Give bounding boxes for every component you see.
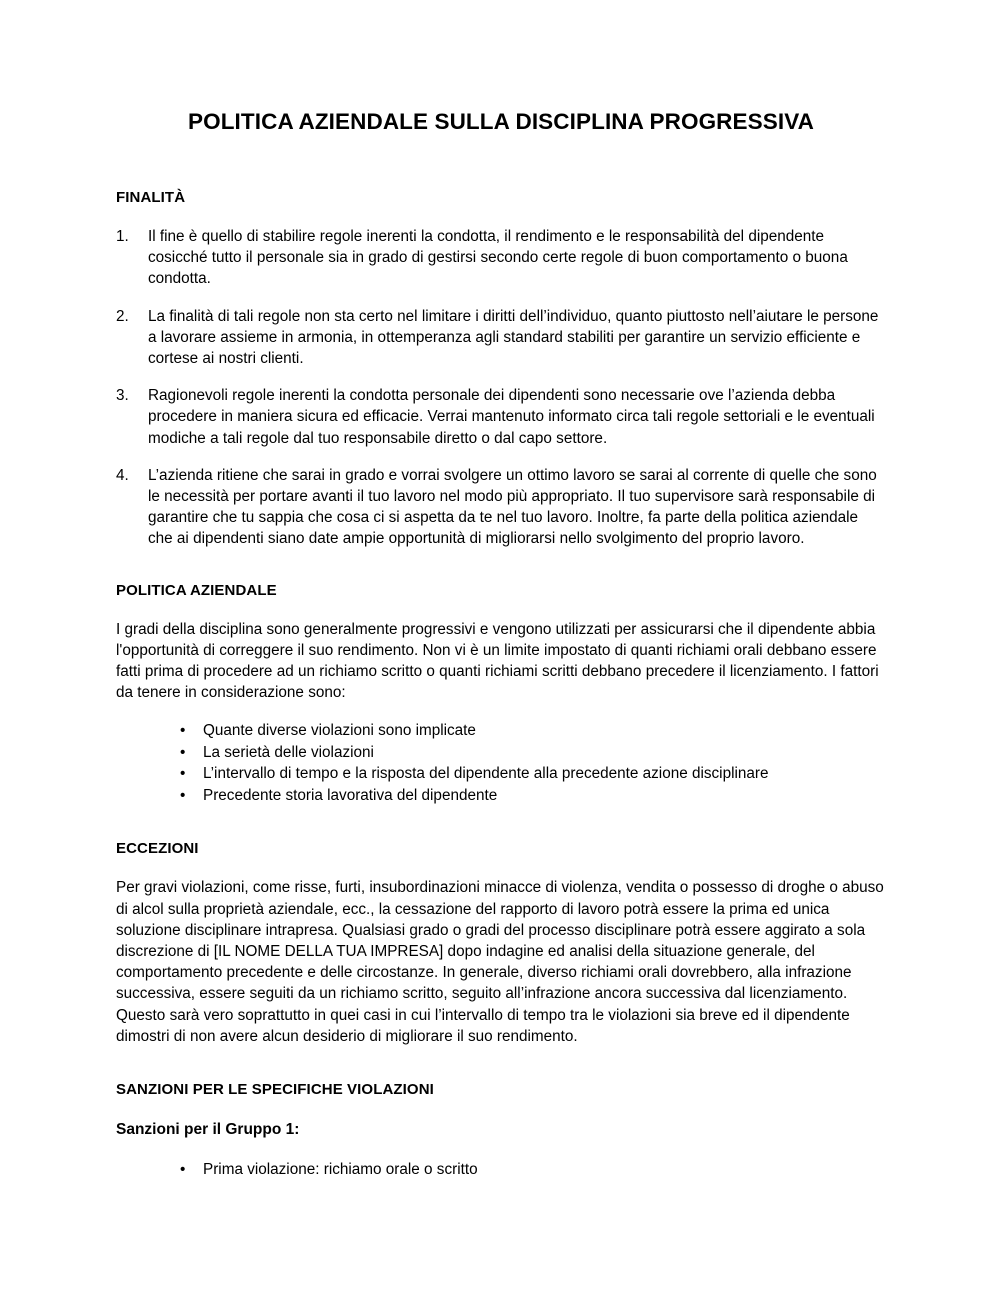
list-item	[116, 763, 886, 785]
list-item-text: L’intervallo di tempo e la risposta del dipendente alla precedente azione disciplinare	[203, 765, 769, 783]
spacer	[116, 703, 886, 720]
bullet-icon: •	[180, 786, 186, 804]
spacer	[116, 135, 886, 187]
list-item-text: Precedente storia lavorativa del dipendente	[203, 786, 498, 804]
list-item	[116, 385, 886, 449]
list-item	[116, 1159, 886, 1181]
section-heading-politica-aziendale: POLITICA AZIENDALE	[116, 581, 277, 599]
bullet-icon: •	[180, 743, 186, 761]
spacer	[116, 208, 886, 226]
list-item-number: 4.	[116, 466, 129, 484]
bullet-icon: •	[180, 722, 186, 740]
list-item	[116, 785, 886, 807]
bullet-icon: •	[180, 765, 186, 783]
spacer	[116, 806, 886, 838]
sanzioni-bullet-list	[116, 1159, 886, 1181]
bullet-icon: •	[180, 1161, 186, 1179]
spacer	[116, 1140, 886, 1159]
list-item-text: Il fine è quello di stabilire regole inerenti la condotta, il rendimento e le responsabilità del dipendente cosicché tutto il personale sia in grado di gestirsi secondo certe regole di buon comportamento o buona condotta.	[148, 228, 848, 288]
politica-aziendale-bullet-list	[116, 720, 886, 806]
document-body	[116, 0, 886, 1181]
section-heading-eccezioni: ECCEZIONI	[116, 840, 199, 858]
spacer	[116, 550, 886, 580]
list-item	[116, 226, 886, 290]
list-item	[116, 742, 886, 764]
list-item-text: Quante diverse violazioni sono implicate	[203, 722, 476, 740]
list-item-text: Prima violazione: richiamo orale o scritto	[203, 1161, 478, 1179]
spacer	[116, 1100, 886, 1119]
page-title: POLITICA AZIENDALE SULLA DISCIPLINA PROGRESSIVA	[188, 109, 814, 134]
section-heading-sanzioni: SANZIONI PER LE SPECIFICHE VIOLAZIONI	[116, 1081, 434, 1099]
list-item-text: La serietà delle violazioni	[203, 743, 374, 761]
list-item-text: La finalità di tali regole non sta certo nel limitare i diritti dell’individuo, quanto piuttosto nell’aiutare le persone a lavorare assieme in armonia, in ottemperanza agli standard stabiliti per garantire un servizio efficiente e cortese ai nostri clienti.	[148, 307, 879, 368]
list-item	[116, 465, 886, 550]
list-item-number: 3.	[116, 387, 129, 405]
spacer	[116, 1047, 886, 1079]
finalita-numbered-list	[116, 226, 886, 550]
list-item-number: 2.	[116, 307, 129, 325]
subheading-sanzioni-gruppo-1: Sanzioni per il Gruppo 1:	[116, 1121, 300, 1139]
politica-aziendale-paragraph: I gradi della disciplina sono generalmente progressivi e vengono utilizzati per assicurarsi che il dipendente abbia l'opportunità di correggere il suo rendimento. Non vi è un limite impostato di quanti richiami orali debbano essere fatti prima di procedere ad un richiamo scritto o quanti richiami scritti debbano precedere il licenziamento. I fattori da tenere in considerazione sono:	[116, 620, 879, 702]
spacer	[116, 601, 886, 619]
spacer	[116, 859, 886, 877]
section-heading-finalita: FINALITÀ	[116, 189, 186, 206]
list-item-text: Ragionevoli regole inerenti la condotta personale dei dipendenti sono necessarie ove l’azienda debba procedere in maniera sicura ed efficacie. Verrai mantenuto informato circa tali regole settoriali e le eventuali modiche a tali regole dal tuo responsabile diretto o dal capo settore.	[148, 387, 875, 447]
list-item-number: 1.	[116, 228, 129, 245]
eccezioni-paragraph: Per gravi violazioni, come risse, furti, insubordinazioni minacce di violenza, vendita o possesso di droghe o abuso di alcol sulla proprietà aziendale, ecc., la cessazione del rapporto di lavoro potrà essere la prima ed unica soluzione disciplinare intrapresa. Qualsiasi grado o gradi del processo disciplinare potrà essere aggirato a sola discrezione di [IL NOME DELLA TUA IMPRESA] dopo indagine ed analisi della situazione generale, del comportamento precedente e delle circostanze. In generale, diverso richiami orali dovrebbero, alla infrazione successiva, essere seguiti da un richiamo scritto, seguito all’infrazione ancora successiva dal licenziamento. Questo sarà vero soprattutto in quei casi in cui l’intervallo di tempo tra le violazioni sia breve ed il dipendente dimostri di non avere alcun desiderio di migliorare il suo rendimento.	[116, 879, 884, 1045]
list-item	[116, 306, 886, 370]
list-item-text: L’azienda ritiene che sarai in grado e vorrai svolgere un ottimo lavoro se sarai al corrente di quelle che sono le necessità per portare avanti il tuo lavoro nel modo più appropriato. Il tuo supervisore sarà responsabile di garantire che tu sappia che cosa ci si aspetta da te nel tuo lavoro. Inoltre, fa parte della politica aziendale che ai dipendenti siano date ampie opportunità di migliorarsi nello svolgimento del proprio lavoro.	[148, 466, 877, 548]
list-item	[116, 720, 886, 742]
